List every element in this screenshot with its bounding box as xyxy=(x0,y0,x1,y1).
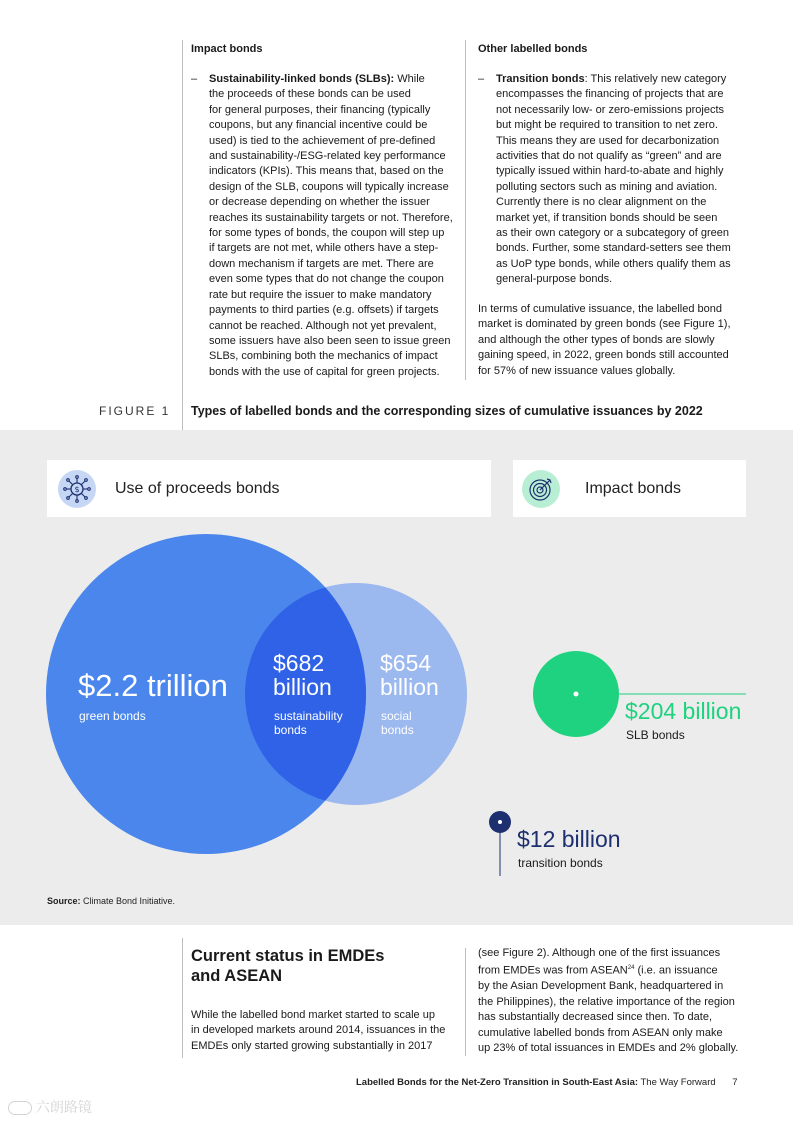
social-label-line2: bonds xyxy=(381,723,414,737)
footnote-ref[interactable]: 24 xyxy=(627,965,635,972)
text-line: reaches its sustainability targets or not. Therefore, xyxy=(209,211,453,224)
text-line: the proceeds of these bonds can be used xyxy=(209,88,411,101)
other-bonds-heading: Other labelled bonds xyxy=(478,43,588,55)
social-value-line1: $654 xyxy=(380,650,432,676)
text-line: rate but require the issuer to make mandatory xyxy=(209,288,432,301)
impact-bonds-heading: Impact bonds xyxy=(191,43,263,55)
text-line: in developed markets around 2014, issuances in the xyxy=(191,1024,446,1037)
emde-heading xyxy=(191,946,384,986)
text-line: Currently there is no clear alignment on the xyxy=(496,196,707,209)
text-line: (i.e. an issuance xyxy=(634,965,718,978)
sustainability-label-line1: sustainability xyxy=(274,709,343,723)
text-line: but might be required to transition to net zero. xyxy=(496,119,718,132)
slb-term: Sustainability-linked bonds (SLBs): xyxy=(209,73,395,85)
text-line: as UoP type bonds, while others qualify them as xyxy=(496,257,731,270)
text-line: polluting sectors such as mining and aviation. xyxy=(496,180,718,193)
text-line: While the labelled bond market started to scale up xyxy=(191,1009,435,1021)
source-label: Source: xyxy=(47,896,81,906)
social-bonds-value xyxy=(380,651,439,699)
transition-label: transition bonds xyxy=(518,856,603,870)
text-line: as their own category or a subcategory of green xyxy=(496,227,729,240)
watermark-logo-icon xyxy=(8,1101,32,1115)
text-line: typically issued within hard-to-abate and highly xyxy=(496,165,724,178)
impact-card-title: Impact bonds xyxy=(585,480,682,497)
sustainability-bonds-value xyxy=(273,651,332,699)
text-line: for 57% of new issuance values globally. xyxy=(478,364,676,377)
footer-subtitle: The Way Forward xyxy=(638,1077,716,1088)
source-text: Climate Bond Initiative. xyxy=(80,896,176,906)
text-line: activities that do not qualify as “green” and are xyxy=(496,150,722,163)
transition-bullet xyxy=(478,72,753,288)
cumulative-issuance-paragraph xyxy=(478,302,758,379)
text-line: if targets are not met, while others have a step- xyxy=(209,242,439,255)
heading-line1: Current status in EMDEs xyxy=(191,947,385,965)
column-rule-top xyxy=(182,40,183,430)
social-label-line1: social xyxy=(381,709,412,723)
sustainability-bonds-label xyxy=(274,709,343,737)
text-line: and sustainability-/ESG-related key performance xyxy=(209,150,446,163)
text-line: and although the other types of bonds are slowly xyxy=(478,333,715,346)
footer-title: Labelled Bonds for the Net-Zero Transition in South-East Asia: xyxy=(356,1077,639,1088)
page-number: 7 xyxy=(732,1077,738,1088)
text-line: encompasses the financing of projects that are xyxy=(496,88,724,101)
text-line: market is dominated by green bonds (see Figure 1), xyxy=(478,318,731,331)
slb-bullet xyxy=(191,72,461,380)
text-line: some issuers have also been seen to issue green xyxy=(209,334,451,347)
text-line: gaining speed, in 2022, green bonds still accounted xyxy=(478,349,729,362)
heading-line2: and ASEAN xyxy=(191,967,283,985)
bullet-dash: – xyxy=(478,73,485,85)
sustainability-value-line2: billion xyxy=(273,674,332,700)
slb-text xyxy=(209,72,461,380)
text-line: EMDEs only started growing substantially in 2017 xyxy=(191,1039,433,1052)
text-line: general-purpose bonds. xyxy=(496,273,613,286)
green-bonds-label: green bonds xyxy=(79,709,146,723)
text-line: used) is tied to the achievement of pre-defined xyxy=(209,134,436,147)
text-line: While xyxy=(394,73,425,85)
text-line: indicators (KPIs). This means that, based on the xyxy=(209,165,444,178)
social-bonds-label xyxy=(381,709,414,737)
text-line: payments to third parties (e.g. offsets) if targets xyxy=(209,304,439,317)
emde-left-paragraph xyxy=(191,1008,463,1054)
text-line: This means they are used for decarbonization xyxy=(496,134,720,147)
figure-label: FIGURE 1 xyxy=(99,404,171,418)
text-line: even some types that do not change the coupon xyxy=(209,273,444,286)
text-line: bonds with the use of capital for green projects. xyxy=(209,365,440,378)
green-bonds-value: $2.2 trillion xyxy=(78,668,228,703)
svg-text:$: $ xyxy=(74,485,80,494)
text-line: has substantially decreased since then. To date, xyxy=(478,1011,713,1024)
watermark-text: 六朗路镜 xyxy=(35,1099,92,1115)
text-line: by the Asian Development Bank, headquartered in xyxy=(478,980,724,993)
column-rule-bottom-left xyxy=(182,938,183,1058)
text-line: from EMDEs was from ASEAN xyxy=(478,965,628,978)
social-value-line2: billion xyxy=(380,674,439,700)
figure-source xyxy=(47,896,175,906)
sustainability-label-line2: bonds xyxy=(274,723,307,737)
figure-title: Types of labelled bonds and the corresponding sizes of cumulative issuances by 2022 xyxy=(191,404,703,418)
text-line: not necessarily low- or zero-emissions projects xyxy=(496,103,725,116)
text-line: for general purposes, their financing (typically xyxy=(209,103,431,116)
text-line: SLBs, combining both the mechanics of impact xyxy=(209,350,438,363)
column-rule-mid xyxy=(465,40,466,380)
text-line: market yet, if transition bonds should be seen xyxy=(496,211,718,224)
text-line: cannot be reached. Although not yet prevalent, xyxy=(209,319,437,332)
text-line: In terms of cumulative issuance, the labelled bond xyxy=(478,303,722,315)
text-line: for some types of bonds, the coupon will step up xyxy=(209,227,445,240)
text-line: : This relatively new category xyxy=(584,73,727,85)
column-rule-bottom-mid xyxy=(465,948,466,1056)
transition-text xyxy=(496,72,753,288)
transition-center-dot xyxy=(498,820,502,824)
text-line: cumulative labelled bonds from ASEAN only make xyxy=(478,1026,723,1039)
sustainability-value-line1: $682 xyxy=(273,650,325,676)
text-line: (see Figure 2). Although one of the first issuances xyxy=(478,947,721,959)
bullet-dash: – xyxy=(191,73,198,85)
slb-center-dot xyxy=(574,692,579,697)
text-line: design of the SLB, coupons will typically increase xyxy=(209,180,449,193)
slb-label: SLB bonds xyxy=(626,728,685,742)
text-line: down mechanism if targets are met. There are xyxy=(209,257,434,270)
text-line: or decrease depending on whether the issuer xyxy=(209,196,430,209)
text-line: coupons, but any financial incentive could be xyxy=(209,119,428,132)
text-line: bonds. Further, some standard-setters see them xyxy=(496,242,731,255)
watermark xyxy=(8,1097,92,1117)
transition-term: Transition bonds xyxy=(496,73,585,85)
uop-card-title: Use of proceeds bonds xyxy=(115,480,280,497)
figure-panel xyxy=(0,430,793,925)
emde-right-paragraph xyxy=(478,946,763,1057)
transition-value: $12 billion xyxy=(517,826,621,852)
text-line: up 23% of total issuances in EMDEs and 2% globally. xyxy=(478,1042,739,1055)
slb-value: $204 billion xyxy=(625,698,742,724)
page-footer xyxy=(356,1077,738,1088)
text-line: the Philippines), the relative importance of the region xyxy=(478,995,735,1008)
